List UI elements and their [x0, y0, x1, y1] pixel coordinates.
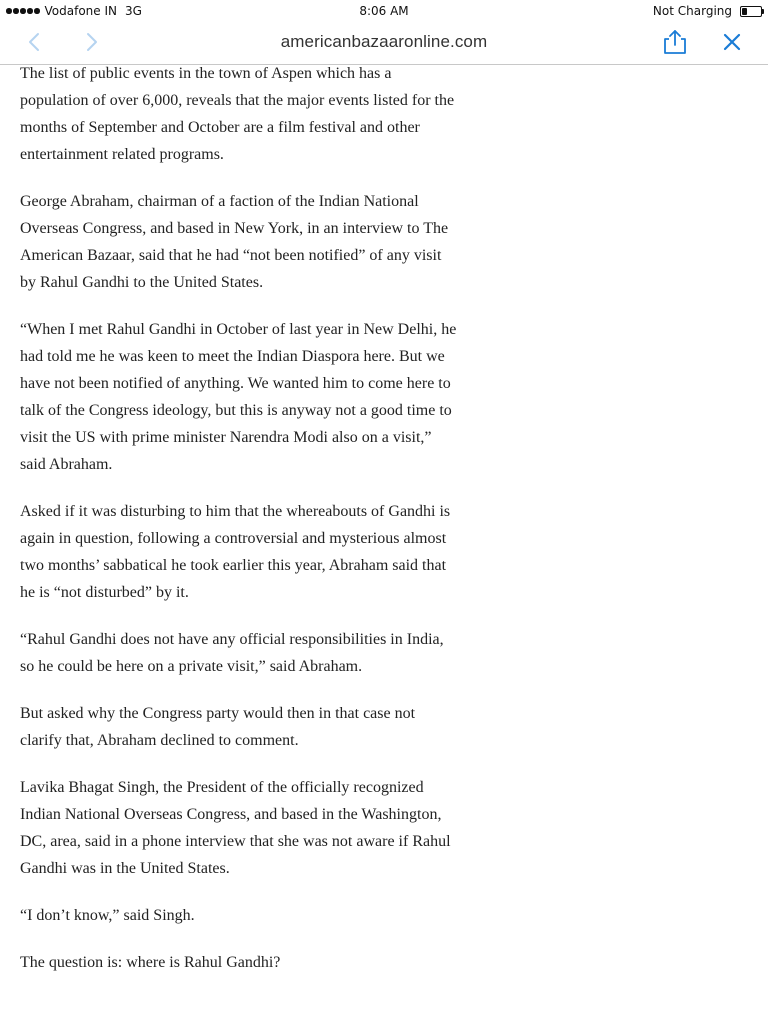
- article-paragraph: But asked why the Congress party would then in that case not clarify that, Abraham declined to comment.: [20, 705, 416, 749]
- article-paragraph: “When I met Rahul Gandhi in October of last year in New Delhi, he had told me he was keen to meet the Indian Diaspora here. But we have not been notified of anything. We wanted him to come here to talk of the Congress ideology, but this is anyway not a good time to visit the US with prime minister Narendra Modi also on a visit,” said Abraham.: [20, 321, 457, 473]
- share-icon: [663, 29, 687, 55]
- article-paragraph: Asked if it was disturbing to him that the whereabouts of Gandhi is again in question, following a controversial and mysterious almost two months’ sabbatical he took earlier this year, Abraham said that he is “not disturbed” by it.: [20, 503, 451, 601]
- status-right: [653, 4, 762, 18]
- share-button[interactable]: [661, 29, 689, 55]
- network-type: 3G: [124, 4, 142, 18]
- battery-status: Not Charging: [652, 4, 732, 18]
- carrier-name: Vodafone IN: [44, 4, 117, 18]
- article-paragraph: “I don’t know,” said Singh.: [20, 907, 195, 924]
- article-paragraph: The question is: where is Rahul Gandhi?: [20, 954, 281, 971]
- url-label[interactable]: americanbazaaronline.com: [280, 32, 488, 51]
- article-paragraph: George Abraham, chairman of a faction of the Indian National Overseas Congress, and based in New York, in an interview to The American Bazaar, said that he had “not been notified” of any visit by Rahul Gandhi to the United States.: [20, 193, 449, 291]
- close-button[interactable]: [718, 29, 746, 55]
- article-paragraph: “Rahul Gandhi does not have any official responsibilities in India, so he could be here on a private visit,” said Abraham.: [20, 631, 444, 675]
- close-icon: [722, 32, 742, 52]
- article-paragraph: The list of public events in the town of Aspen which has a population of over 6,000, reveals that the major events listed for the months of September and October are a film festival and other entertainment related programs.: [20, 65, 455, 163]
- status-bar: [0, 0, 768, 22]
- status-time: 8:06 AM: [359, 4, 409, 18]
- battery-fill: [742, 8, 747, 15]
- article-paragraph: Lavika Bhagat Singh, the President of the officially recognized Indian National Overseas Congress, and based in the Washington, DC, area, said in a phone interview that she was not aware if Rahul Gandhi was in the United States.: [20, 779, 451, 877]
- battery-icon: [740, 6, 762, 17]
- browser-nav-bar: [0, 22, 768, 65]
- article-body: [20, 60, 460, 996]
